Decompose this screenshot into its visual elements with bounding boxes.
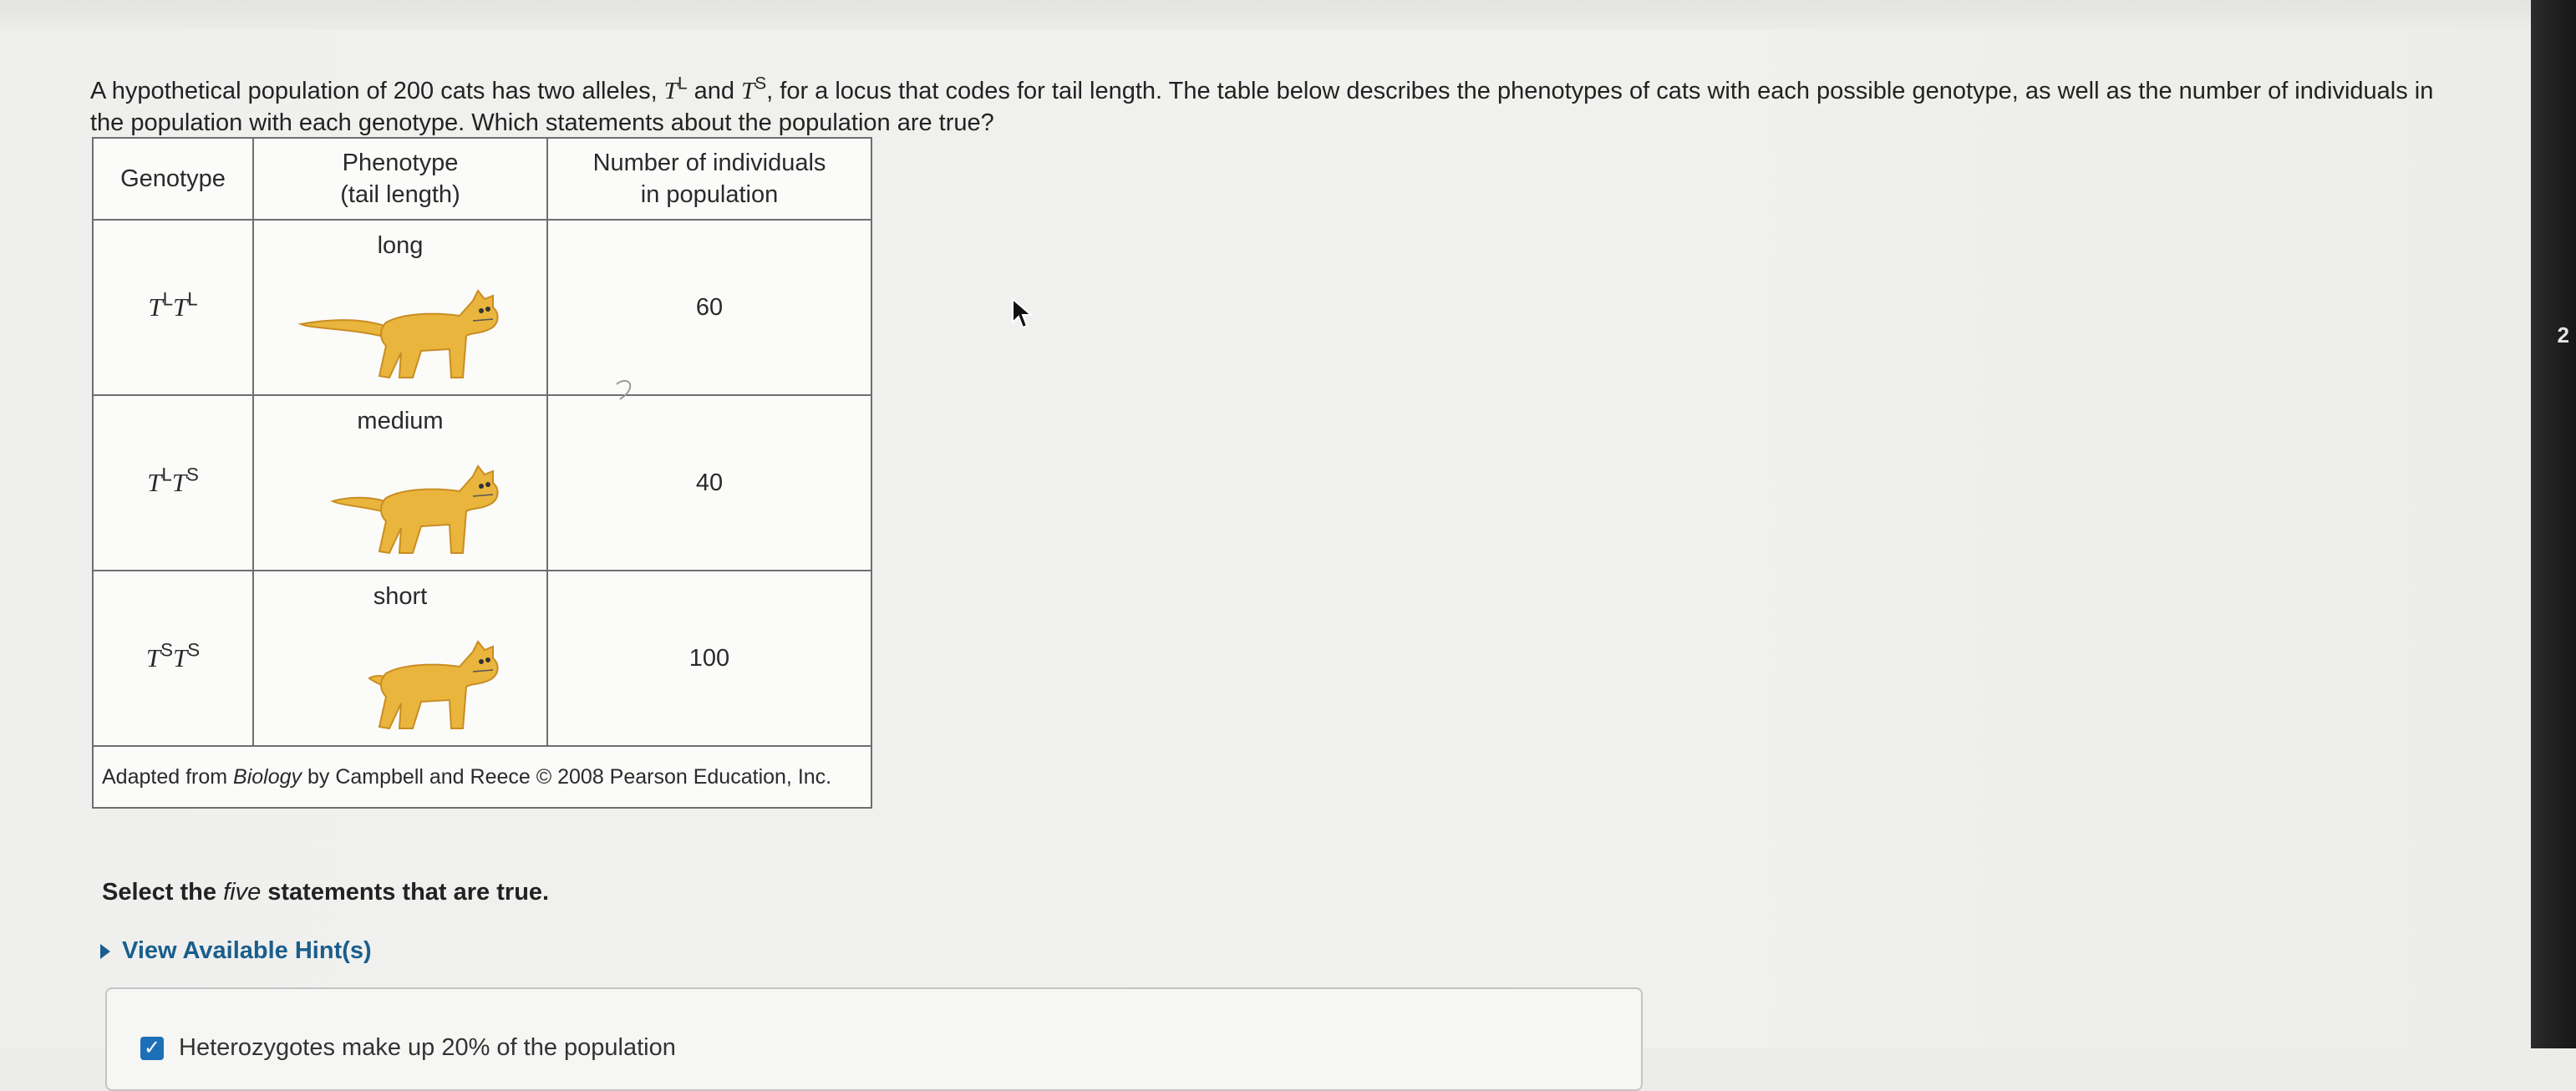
genotype-table <box>92 137 872 809</box>
table-row <box>93 571 871 746</box>
genotype-cell: $T^ST^S$ <box>93 571 253 746</box>
instruction-text: Select the five statements that are true. <box>102 879 550 906</box>
triangle-right-icon <box>100 944 110 959</box>
hint-label: View Available Hint(s) <box>122 937 372 964</box>
cat-short-tail-image <box>296 620 505 737</box>
cat-long-tail-image <box>296 269 505 386</box>
genotype-header: Genotype <box>93 138 253 220</box>
bezel-character: 2 <box>2557 322 2569 348</box>
phenotype-label: long <box>377 232 424 259</box>
question-part-2: and <box>694 78 735 104</box>
question-text <box>90 75 2463 139</box>
count-cell: 40 <box>547 395 871 571</box>
device-bezel <box>2531 0 2576 1048</box>
question-part-1: A hypothetical population of 200 cats has two alleles, <box>90 78 658 104</box>
count-cell: 60 <box>547 220 871 395</box>
allele-ts: $T^S$ <box>741 74 767 104</box>
pencil-mark <box>613 378 647 403</box>
answer-options-box <box>105 987 1643 1091</box>
genotype-cell: $T^LT^L$ <box>93 220 253 395</box>
table-row <box>93 220 871 395</box>
phenotype-label: short <box>373 583 428 610</box>
phenotype-cell <box>253 571 547 746</box>
question-part-3: , for a locus that codes for tail length. The table below describes the phenotypes of cats with each possible genotype, as well as the number of individuals in the population with each genotype. Which statements about the population are true? <box>90 78 2434 136</box>
credit-row <box>93 746 871 808</box>
checkbox-checked-icon[interactable]: ✓ <box>140 1037 164 1060</box>
genotype-cell: $T^LT^S$ <box>93 395 253 571</box>
answer-option-label: Heterozygotes make up 20% of the population <box>179 1034 676 1061</box>
table-header-row <box>93 138 871 220</box>
table-row <box>93 395 871 571</box>
phenotype-header: Phenotype (tail length) <box>253 138 547 220</box>
count-header: Number of individuals in population <box>547 138 871 220</box>
hint-toggle[interactable] <box>100 937 372 965</box>
allele-tl: $T^L$ <box>663 74 688 104</box>
cat-medium-tail-image <box>296 444 505 561</box>
phenotype-cell <box>253 395 547 571</box>
phenotype-cell <box>253 220 547 395</box>
top-bar <box>0 0 2532 30</box>
count-cell: 100 <box>547 571 871 746</box>
phenotype-label: medium <box>357 408 444 434</box>
credit-text: Adapted from Biology by Campbell and Reece © 2008 Pearson Education, Inc. <box>93 746 871 808</box>
mouse-pointer-icon <box>1011 297 1033 331</box>
